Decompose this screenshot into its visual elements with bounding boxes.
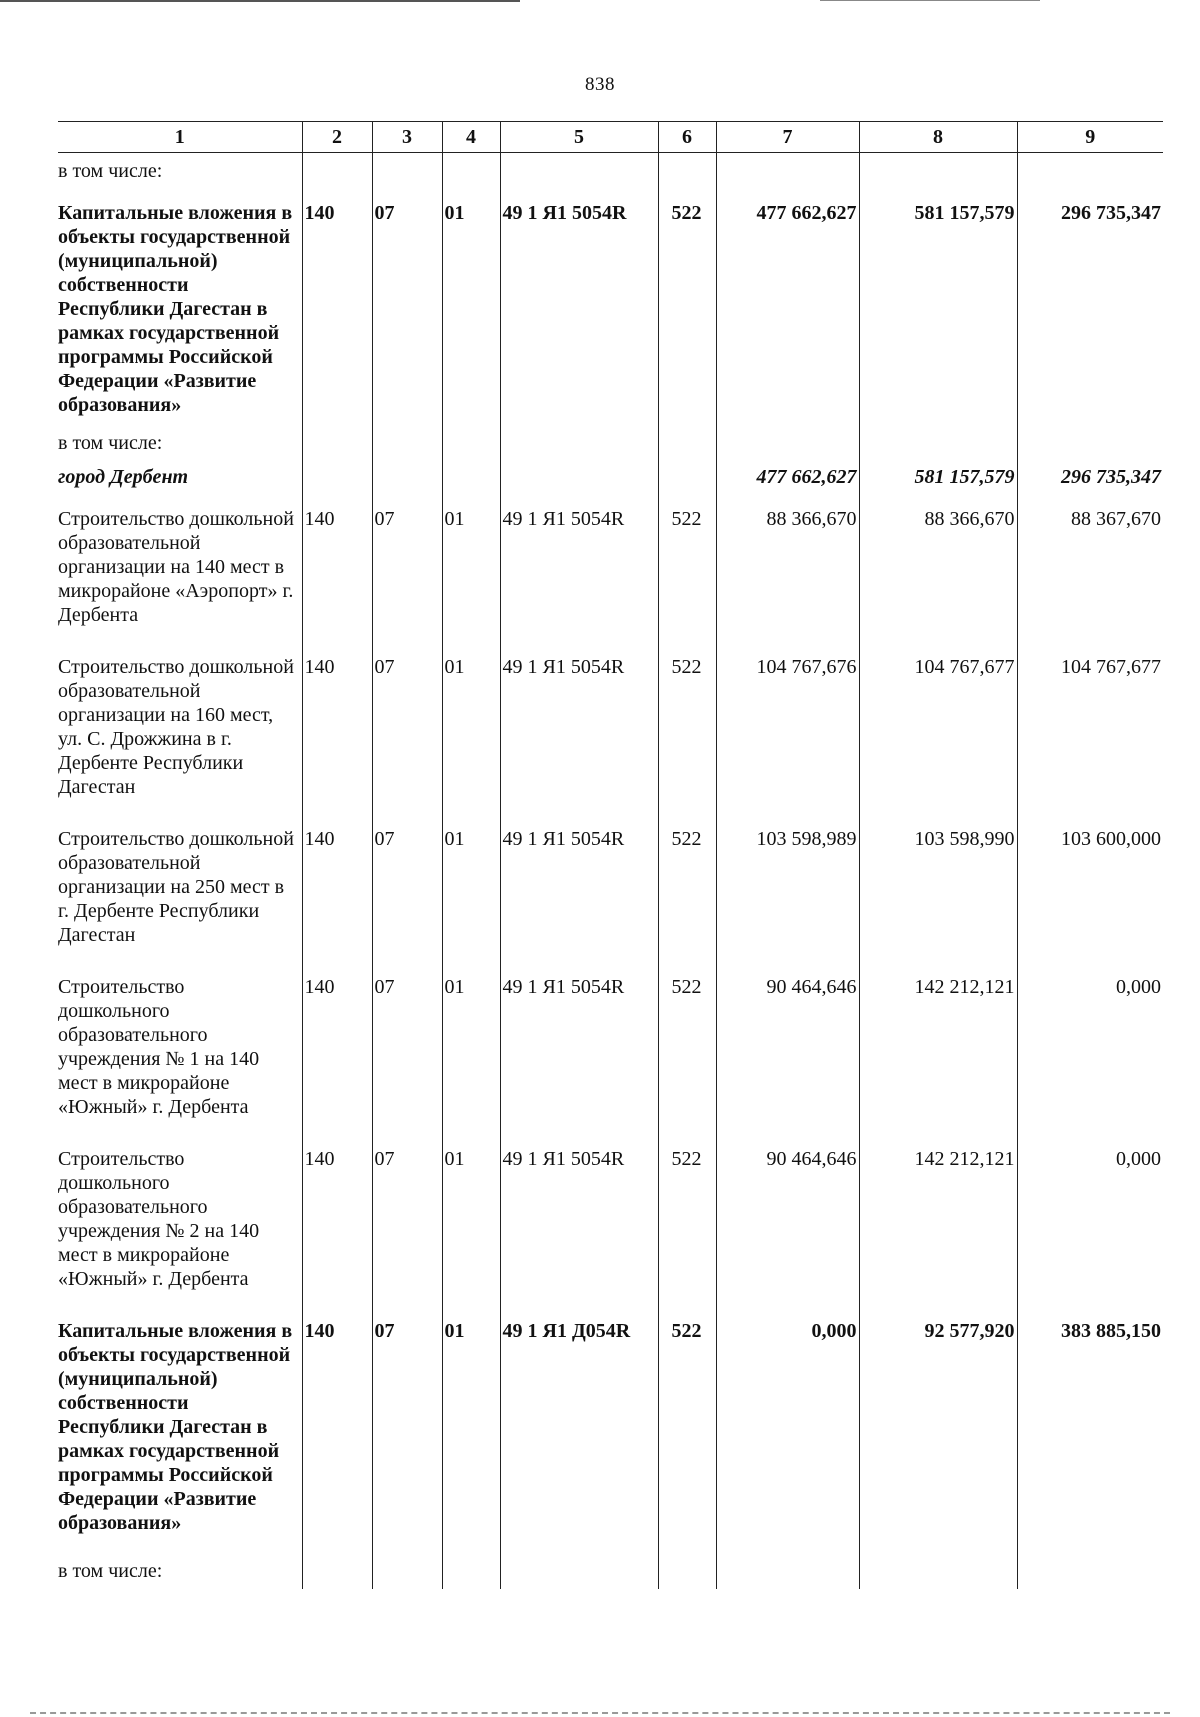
cell-ministry [302,1549,372,1589]
budget-table [58,121,1163,1589]
scan-bottom-rule [30,1712,1170,1716]
table-row-note [58,1549,1163,1589]
cell-ministry: 140 [302,1133,372,1305]
cell-expense-type: 522 [658,1133,716,1305]
cell-target-article: 49 1 Я1 5054R [500,961,658,1133]
cell-expense-type: 522 [658,197,716,421]
cell-target-article [500,153,658,198]
cell-subsection: 01 [442,1305,500,1549]
cell-amount-8: 581 157,579 [859,197,1017,421]
table-row-note [58,421,1163,461]
cell-subsection [442,1549,500,1589]
cell-target-article [500,1549,658,1589]
cell-subsection: 01 [442,1133,500,1305]
cell-expense-type: 522 [658,961,716,1133]
cell-subsection: 01 [442,641,500,813]
cell-amount-8 [859,421,1017,461]
cell-amount-8 [859,153,1017,198]
cell-subsection [442,421,500,461]
cell-amount-7: 0,000 [716,1305,859,1549]
table-row [58,197,1163,421]
table-row [58,813,1163,961]
column-header-4: 4 [442,122,500,153]
cell-amount-7: 90 464,646 [716,961,859,1133]
cell-ministry: 140 [302,813,372,961]
cell-section: 07 [372,197,442,421]
scan-top-rule [0,0,520,2]
cell-amount-7: 88 366,670 [716,493,859,641]
cell-amount-9 [1017,421,1163,461]
table-row [58,641,1163,813]
cell-expense-type: 522 [658,813,716,961]
row-name: Капитальные вложения в объекты государственной (муниципальной) собственности Республики Дагестан в рамках государственной программы Российской Федерации «Развитие образования» [58,202,293,416]
cell-amount-9: 0,000 [1017,1133,1163,1305]
table-row [58,961,1163,1133]
cell-amount-7: 90 464,646 [716,1133,859,1305]
row-name: Строительство дошкольной образовательной организации на 250 мест в г. Дербенте Республики Дагестан [58,828,294,946]
cell-subsection: 01 [442,197,500,421]
column-header-3: 3 [372,122,442,153]
cell-amount-7: 477 662,627 [716,197,859,421]
table-header [58,122,1163,153]
cell-target-article [500,461,658,493]
cell-expense-type: 522 [658,641,716,813]
cell-amount-9: 296 735,347 [1017,461,1163,493]
column-header-6: 6 [658,122,716,153]
cell-section [372,421,442,461]
cell-amount-7: 477 662,627 [716,461,859,493]
cell-subsection: 01 [442,813,500,961]
cell-section: 07 [372,493,442,641]
cell-amount-9 [1017,153,1163,198]
cell-expense-type: 522 [658,493,716,641]
table-row [58,1133,1163,1305]
cell-amount-7: 103 598,989 [716,813,859,961]
column-header-2: 2 [302,122,372,153]
table-row-note [58,153,1163,198]
cell-amount-9 [1017,1549,1163,1589]
cell-expense-type [658,153,716,198]
cell-section: 07 [372,1305,442,1549]
column-header-8: 8 [859,122,1017,153]
column-header-7: 7 [716,122,859,153]
cell-amount-8: 142 212,121 [859,961,1017,1133]
cell-amount-9: 103 600,000 [1017,813,1163,961]
cell-target-article: 49 1 Я1 5054R [500,641,658,813]
row-name: Строительство дошкольного образовательного учреждения № 2 на 140 мест в микрорайоне «Южный» г. Дербента [58,1148,260,1290]
cell-target-article: 49 1 Я1 5054R [500,1133,658,1305]
column-header-9: 9 [1017,122,1163,153]
column-header-5: 5 [500,122,658,153]
cell-amount-9: 88 367,670 [1017,493,1163,641]
cell-target-article: 49 1 Я1 5054R [500,493,658,641]
cell-ministry: 140 [302,961,372,1133]
cell-amount-8: 92 577,920 [859,1305,1017,1549]
row-name: в том числе: [58,432,163,454]
row-name: Строительство дошкольной образовательной организации на 160 мест, ул. С. Дрожжина в г. Дербенте Республики Дагестан [58,656,294,798]
cell-amount-8: 104 767,677 [859,641,1017,813]
cell-ministry: 140 [302,493,372,641]
cell-target-article: 49 1 Я1 5054R [500,813,658,961]
row-name: в том числе: [58,1560,163,1582]
row-name: в том числе: [58,160,163,182]
header-row [58,122,1163,153]
cell-amount-9: 383 885,150 [1017,1305,1163,1549]
cell-subsection [442,461,500,493]
cell-section [372,461,442,493]
cell-amount-7: 104 767,676 [716,641,859,813]
cell-subsection: 01 [442,493,500,641]
table-row-municipality [58,461,1163,493]
cell-expense-type [658,421,716,461]
cell-ministry [302,461,372,493]
row-name: Строительство дошкольной образовательной организации на 140 мест в микрорайоне «Аэропорт» г. Дербента [58,508,294,626]
cell-ministry: 140 [302,641,372,813]
cell-ministry [302,421,372,461]
cell-amount-7 [716,153,859,198]
cell-expense-type: 522 [658,1305,716,1549]
cell-ministry: 140 [302,1305,372,1549]
scan-top-rule-right [820,0,1040,1]
cell-section: 07 [372,961,442,1133]
cell-amount-7 [716,421,859,461]
page-number: 838 [585,74,615,95]
cell-target-article: 49 1 Я1 Д054R [500,1305,658,1549]
cell-amount-8: 88 366,670 [859,493,1017,641]
cell-target-article [500,421,658,461]
cell-section: 07 [372,641,442,813]
cell-amount-9: 296 735,347 [1017,197,1163,421]
cell-expense-type [658,1549,716,1589]
cell-target-article: 49 1 Я1 5054R [500,197,658,421]
cell-amount-8: 581 157,579 [859,461,1017,493]
table-row [58,1305,1163,1549]
cell-amount-7 [716,1549,859,1589]
cell-section [372,1549,442,1589]
cell-amount-8 [859,1549,1017,1589]
cell-amount-8: 142 212,121 [859,1133,1017,1305]
cell-ministry [302,153,372,198]
row-name: Строительство дошкольного образовательного учреждения № 1 на 140 мест в микрорайоне «Южный» г. Дербента [58,976,260,1118]
cell-amount-8: 103 598,990 [859,813,1017,961]
table-body [58,153,1163,1590]
cell-expense-type [658,461,716,493]
cell-section: 07 [372,1133,442,1305]
row-name: Капитальные вложения в объекты государственной (муниципальной) собственности Республики Дагестан в рамках государственной программы Российской Федерации «Развитие образования» [58,1320,293,1534]
cell-subsection [442,153,500,198]
row-name: город Дербент [58,466,189,488]
cell-section: 07 [372,813,442,961]
cell-ministry: 140 [302,197,372,421]
cell-amount-9: 0,000 [1017,961,1163,1133]
column-header-1: 1 [58,122,302,153]
cell-amount-9: 104 767,677 [1017,641,1163,813]
cell-subsection: 01 [442,961,500,1133]
table-row [58,493,1163,641]
cell-section [372,153,442,198]
